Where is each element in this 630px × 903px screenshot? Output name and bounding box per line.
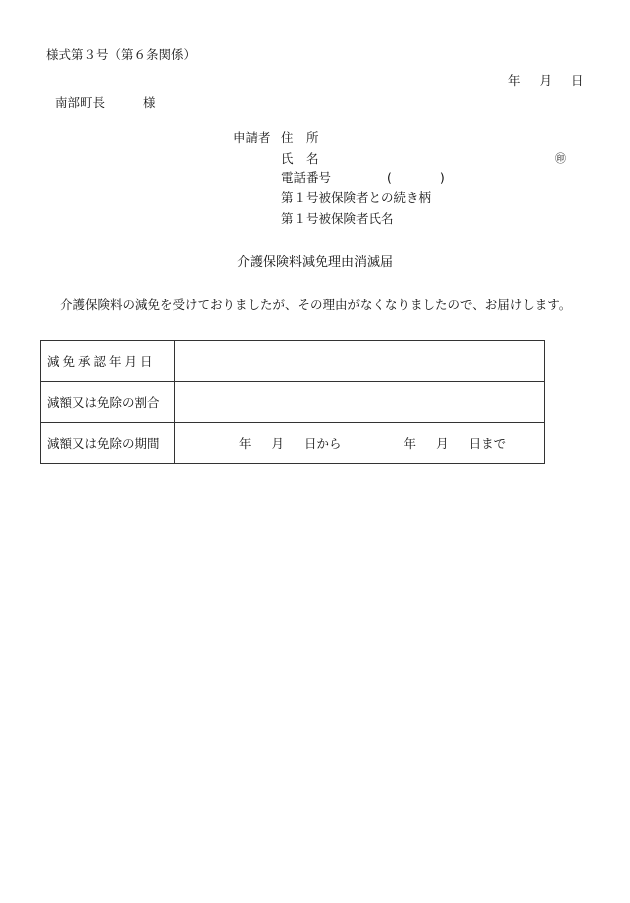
date-day: 日 — [571, 73, 584, 88]
info-table — [40, 340, 545, 464]
addressee-name: 南部町長 — [55, 95, 106, 110]
period-end-day: 日まで — [468, 436, 507, 451]
address-label: 住 所 — [281, 130, 319, 145]
insured-name-label: 第１号被保険者氏名 — [281, 211, 394, 226]
document-title: 介護保険料減免理由消滅届 — [236, 255, 393, 270]
approval-date-value[interactable] — [175, 341, 545, 382]
phone-label: 電話番号 — [281, 170, 332, 185]
reduction-period-label: 減額又は免除の期間 — [41, 423, 175, 464]
reduction-ratio-label: 減額又は免除の割合 — [41, 382, 175, 423]
phone-paren-close: ) — [439, 170, 445, 185]
document-body: 介護保険料の減免を受けておりましたが、その理由がなくなりましたので、お届けします。 — [60, 297, 572, 312]
phone-row — [281, 170, 445, 186]
phone-paren-open: ( — [387, 170, 392, 185]
table-row — [41, 423, 545, 464]
applicant-label: 申請者 — [233, 130, 271, 145]
reduction-ratio-value[interactable] — [175, 382, 545, 423]
table-row — [41, 382, 545, 423]
period-start-month: 月 — [271, 436, 285, 451]
reduction-period-value[interactable] — [175, 423, 545, 464]
submission-date — [508, 73, 584, 89]
addressee-suffix: 様 — [143, 95, 156, 110]
date-year: 年 — [508, 73, 521, 88]
approval-date-label: 減免承認年月日 — [41, 341, 175, 382]
table-row — [41, 341, 545, 382]
period-end-month: 月 — [436, 436, 449, 451]
addressee — [55, 95, 156, 111]
period-start-year: 年 — [239, 436, 252, 451]
period-end-year: 年 — [403, 436, 417, 451]
relation-label: 第１号被保険者との続き柄 — [281, 190, 432, 205]
name-label: 氏 名 — [281, 151, 319, 166]
date-month: 月 — [539, 73, 553, 88]
form-number: 様式第３号（第６条関係） — [46, 47, 197, 62]
seal-mark: ㊞ — [555, 152, 566, 165]
period-start-day: 日から — [304, 436, 342, 451]
